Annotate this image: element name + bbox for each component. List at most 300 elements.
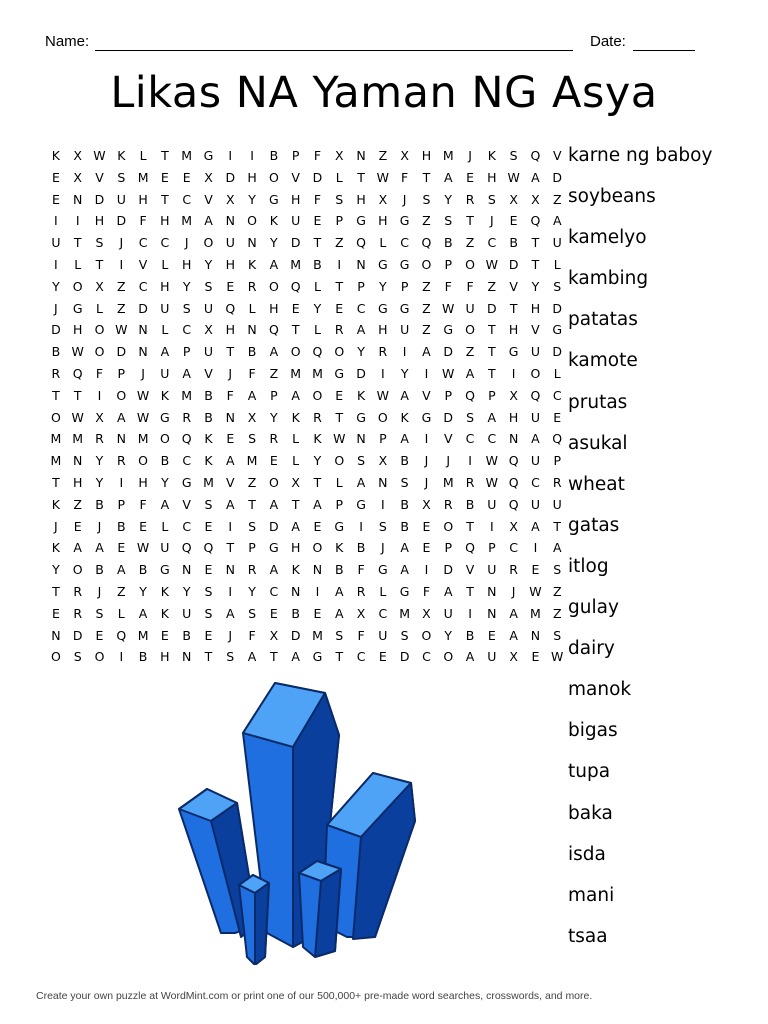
grid-letter: P bbox=[444, 387, 453, 403]
grid-letter: E bbox=[117, 540, 126, 556]
grid-row bbox=[45, 472, 568, 494]
grid-letter: V bbox=[531, 322, 540, 338]
grid-letter: B bbox=[509, 235, 518, 251]
grid-letter: D bbox=[552, 169, 563, 185]
grid-letter: G bbox=[399, 300, 410, 316]
grid-letter: E bbox=[313, 518, 322, 534]
grid-letter: V bbox=[552, 148, 562, 163]
grid-letter: S bbox=[553, 278, 562, 294]
grid-letter: F bbox=[357, 627, 365, 643]
grid-letter: A bbox=[225, 453, 235, 469]
grid-letter: K bbox=[51, 148, 60, 163]
grid-letter: E bbox=[95, 627, 104, 643]
grid-letter: B bbox=[291, 605, 300, 621]
grid-letter: J bbox=[446, 453, 451, 469]
grid-letter: H bbox=[508, 322, 519, 338]
word-list-item: itlog bbox=[568, 555, 609, 577]
grid-letter: A bbox=[117, 562, 126, 578]
grid-letter: B bbox=[182, 627, 191, 643]
grid-letter: U bbox=[443, 605, 453, 621]
grid-letter: R bbox=[182, 409, 192, 425]
word-list-item: karne ng baboy bbox=[568, 145, 713, 166]
grid-letter: Y bbox=[313, 453, 322, 469]
grid-letter: G bbox=[399, 583, 410, 599]
grid-letter: E bbox=[335, 300, 344, 316]
grid-letter: H bbox=[94, 213, 105, 229]
grid-letter: O bbox=[50, 409, 61, 425]
grid-letter: L bbox=[74, 256, 82, 272]
grid-letter: S bbox=[117, 169, 126, 185]
grid-letter: H bbox=[421, 148, 432, 163]
grid-letter: Q bbox=[508, 474, 519, 490]
grid-letter: X bbox=[204, 322, 213, 338]
grid-letter: R bbox=[356, 583, 366, 599]
grid-letter: U bbox=[182, 605, 192, 621]
grid-letter: Z bbox=[465, 235, 475, 251]
grid-letter: O bbox=[203, 235, 214, 251]
grid-letter: Q bbox=[356, 235, 366, 251]
grid-letter: Z bbox=[552, 191, 562, 207]
grid-letter: H bbox=[290, 540, 301, 556]
grid-letter: B bbox=[95, 496, 104, 512]
grid-letter: P bbox=[444, 540, 453, 556]
grid-letter: S bbox=[226, 649, 235, 665]
grid-letter: M bbox=[50, 431, 62, 447]
grid-letter: U bbox=[160, 300, 170, 316]
grid-letter: T bbox=[204, 649, 213, 665]
grid-letter: J bbox=[424, 453, 429, 469]
grid-letter: G bbox=[356, 496, 366, 512]
grid-letter: N bbox=[73, 453, 83, 469]
grid-letter: H bbox=[269, 300, 279, 316]
grid-letter: C bbox=[160, 235, 170, 251]
grid-letter: O bbox=[421, 256, 432, 272]
grid-letter: H bbox=[72, 322, 83, 338]
grid-letter: O bbox=[138, 453, 148, 469]
grid-letter: W bbox=[376, 387, 390, 403]
grid-letter: W bbox=[376, 169, 390, 185]
grid-letter: X bbox=[356, 605, 366, 621]
grid-letter: U bbox=[530, 409, 540, 425]
grid-letter: D bbox=[312, 169, 323, 185]
word-list-item: mani bbox=[568, 884, 615, 906]
grid-letter: H bbox=[530, 300, 541, 316]
grid-letter: U bbox=[291, 213, 301, 229]
grid-letter: B bbox=[465, 496, 475, 512]
grid-letter: A bbox=[269, 562, 279, 578]
grid-letter: X bbox=[400, 148, 409, 163]
grid-letter: S bbox=[248, 605, 257, 621]
grid-letter: L bbox=[292, 431, 300, 447]
grid-letter: K bbox=[291, 409, 300, 425]
grid-letter: F bbox=[401, 169, 409, 185]
grid-row bbox=[45, 210, 568, 232]
grid-letter: N bbox=[508, 431, 519, 447]
grid-letter: Z bbox=[552, 583, 562, 599]
grid-letter: N bbox=[356, 256, 366, 272]
grid-letter: E bbox=[269, 605, 278, 621]
grid-letter: V bbox=[291, 169, 300, 185]
grid-letter: L bbox=[379, 235, 387, 251]
grid-letter: U bbox=[400, 322, 410, 338]
grid-letter: X bbox=[509, 387, 518, 403]
grid-letter: T bbox=[313, 474, 322, 490]
grid-letter: Z bbox=[422, 213, 431, 229]
grid-letter: B bbox=[204, 387, 213, 403]
grid-letter: L bbox=[161, 256, 169, 272]
grid-letter: I bbox=[119, 649, 124, 665]
grid-letter: A bbox=[509, 605, 518, 621]
grid-letter: T bbox=[226, 344, 235, 360]
grid-row bbox=[45, 516, 568, 538]
word-list-item: isda bbox=[568, 843, 606, 865]
grid-letter: M bbox=[181, 387, 193, 403]
grid-letter: N bbox=[138, 322, 148, 338]
grid-letter: E bbox=[204, 518, 213, 534]
grid-letter: A bbox=[422, 344, 431, 360]
grid-letter: Q bbox=[116, 627, 127, 643]
grid-letter: B bbox=[138, 649, 148, 665]
word-list-item: dairy bbox=[568, 638, 615, 660]
grid-letter: A bbox=[552, 540, 562, 556]
grid-letter: A bbox=[269, 256, 279, 272]
grid-letter: T bbox=[335, 649, 344, 665]
grid-letter: C bbox=[269, 583, 279, 599]
grid-letter: U bbox=[530, 453, 540, 469]
grid-letter: O bbox=[50, 649, 61, 665]
grid-letter: H bbox=[181, 256, 192, 272]
grid-letter: Q bbox=[465, 540, 475, 556]
grid-letter: I bbox=[337, 256, 342, 272]
grid-letter: W bbox=[136, 409, 150, 425]
grid-letter: C bbox=[422, 649, 431, 665]
grid-letter: M bbox=[137, 431, 149, 447]
grid-letter: O bbox=[443, 649, 454, 665]
grid-letter: G bbox=[356, 409, 366, 425]
footer-text: Create your own puzzle at WordMint.com or print one of our 500,000+ pre-made word searches, crosswords, and more. bbox=[36, 990, 593, 1002]
grid-letter: S bbox=[248, 431, 257, 447]
grid-letter: I bbox=[359, 518, 363, 534]
grid-letter: T bbox=[488, 365, 496, 381]
grid-row bbox=[45, 385, 568, 407]
grid-letter: B bbox=[443, 235, 453, 251]
grid-letter: G bbox=[378, 300, 388, 316]
grid-letter: E bbox=[204, 627, 213, 643]
grid-letter: Z bbox=[269, 365, 279, 381]
grid-letter: R bbox=[73, 605, 83, 621]
grid-letter: D bbox=[552, 300, 563, 316]
grid-letter: N bbox=[356, 431, 366, 447]
grid-letter: L bbox=[96, 300, 103, 316]
grid-letter: Z bbox=[422, 278, 431, 294]
grid-letter: O bbox=[268, 278, 279, 294]
grid-letter: A bbox=[334, 605, 344, 621]
grid-letter: A bbox=[291, 649, 300, 665]
grid-letter: U bbox=[203, 344, 214, 360]
grid-letter: G bbox=[552, 322, 563, 338]
grid-letter: F bbox=[248, 627, 256, 643]
grid-letter: H bbox=[508, 409, 519, 425]
grid-letter: B bbox=[356, 540, 366, 556]
grid-letter: E bbox=[422, 518, 431, 534]
grid-letter: A bbox=[400, 431, 409, 447]
grid-letter: V bbox=[225, 474, 235, 490]
name-field[interactable] bbox=[95, 50, 573, 51]
grid-letter: T bbox=[226, 540, 235, 556]
grid-letter: Y bbox=[400, 365, 409, 381]
grid-letter: V bbox=[422, 387, 431, 403]
grid-letter: G bbox=[181, 474, 192, 490]
grid-letter: V bbox=[138, 256, 148, 272]
grid-letter: C bbox=[182, 453, 192, 469]
grid-letter: K bbox=[160, 387, 169, 403]
grid-letter: C bbox=[400, 235, 410, 251]
grid-letter: D bbox=[443, 344, 454, 360]
grid-letter: S bbox=[95, 605, 104, 621]
grid-letter: E bbox=[182, 169, 191, 185]
grid-letter: Q bbox=[181, 431, 192, 447]
grid-letter: T bbox=[95, 256, 104, 272]
grid-letter: E bbox=[73, 518, 82, 534]
grid-row bbox=[45, 646, 568, 668]
grid-letter: I bbox=[468, 605, 472, 621]
grid-letter: C bbox=[531, 474, 540, 490]
grid-letter: D bbox=[290, 235, 301, 251]
grid-letter: P bbox=[357, 278, 365, 294]
grid-letter: P bbox=[182, 344, 191, 360]
grid-letter: K bbox=[160, 605, 169, 621]
crystal-small-right bbox=[299, 861, 341, 957]
grid-letter: N bbox=[225, 409, 235, 425]
grid-letter: D bbox=[116, 344, 127, 360]
grid-letter: P bbox=[117, 365, 126, 381]
grid-letter: X bbox=[73, 169, 82, 185]
grid-letter: M bbox=[181, 148, 193, 163]
grid-letter: S bbox=[335, 191, 344, 207]
grid-letter: O bbox=[72, 278, 83, 294]
grid-letter: M bbox=[530, 605, 541, 621]
grid-letter: M bbox=[181, 213, 193, 229]
grid-letter: I bbox=[424, 431, 429, 447]
grid-letter: A bbox=[465, 365, 475, 381]
grid-letter: I bbox=[402, 344, 407, 360]
grid-letter: S bbox=[444, 213, 453, 229]
grid-letter: T bbox=[291, 496, 300, 512]
grid-letter: A bbox=[531, 518, 540, 534]
grid-letter: I bbox=[75, 213, 80, 229]
grid-letter: B bbox=[247, 344, 257, 360]
grid-letter: A bbox=[400, 540, 409, 556]
grid-letter: T bbox=[291, 322, 300, 338]
date-field[interactable] bbox=[633, 50, 695, 51]
grid-letter: O bbox=[290, 344, 301, 360]
grid-letter: T bbox=[73, 387, 82, 403]
word-list-item: wheat bbox=[568, 473, 625, 495]
grid-letter: O bbox=[443, 518, 454, 534]
grid-letter: I bbox=[54, 213, 58, 229]
grid-letter: E bbox=[313, 213, 322, 229]
grid-letter: L bbox=[292, 453, 300, 469]
name-label: Name: bbox=[45, 33, 90, 50]
grid-letter: D bbox=[51, 322, 61, 338]
grid-letter: I bbox=[228, 518, 233, 534]
grid-letter: E bbox=[509, 213, 518, 229]
grid-letter: H bbox=[247, 169, 257, 185]
grid-letter: Q bbox=[312, 344, 323, 360]
grid-letter: T bbox=[488, 322, 496, 338]
grid-letter: T bbox=[52, 583, 60, 599]
grid-letter: G bbox=[269, 540, 279, 556]
grid-letter: Q bbox=[530, 148, 541, 163]
grid-letter: S bbox=[204, 496, 213, 512]
grid-letter: A bbox=[73, 540, 82, 556]
grid-letter: L bbox=[139, 148, 147, 163]
grid-letter: T bbox=[509, 300, 518, 316]
grid-letter: R bbox=[552, 474, 562, 490]
grid-letter: Y bbox=[270, 235, 278, 251]
grid-letter: E bbox=[226, 278, 235, 294]
grid-letter: O bbox=[312, 540, 323, 556]
grid-letter: I bbox=[424, 562, 429, 578]
grid-letter: K bbox=[487, 148, 496, 163]
grid-letter: Y bbox=[248, 583, 256, 599]
grid-letter: A bbox=[356, 322, 366, 338]
grid-letter: G bbox=[203, 148, 214, 163]
grid-letter: B bbox=[117, 518, 126, 534]
grid-letter: Y bbox=[95, 453, 104, 469]
grid-letter: A bbox=[443, 583, 453, 599]
grid-letter: R bbox=[116, 453, 126, 469]
grid-letter: H bbox=[72, 474, 83, 490]
grid-letter: S bbox=[400, 474, 409, 490]
grid-letter: O bbox=[312, 387, 323, 403]
grid-letter: S bbox=[422, 191, 431, 207]
grid-letter: R bbox=[51, 365, 61, 381]
grid-letter: Q bbox=[508, 496, 519, 512]
grid-letter: O bbox=[334, 453, 345, 469]
grid-letter: R bbox=[313, 409, 322, 425]
grid-letter: N bbox=[312, 562, 323, 578]
word-list-item: soybeans bbox=[568, 186, 656, 208]
grid-letter: O bbox=[72, 562, 83, 578]
grid-letter: Y bbox=[248, 191, 256, 207]
grid-letter: N bbox=[290, 583, 301, 599]
grid-letter: D bbox=[552, 344, 563, 360]
grid-letter: K bbox=[51, 496, 60, 512]
grid-letter: M bbox=[72, 431, 84, 447]
grid-letter: J bbox=[424, 474, 429, 490]
grid-letter: P bbox=[488, 387, 496, 403]
grid-letter: F bbox=[466, 278, 474, 294]
word-list-item: prutas bbox=[568, 391, 628, 413]
grid-letter: A bbox=[225, 605, 235, 621]
grid-letter: A bbox=[160, 344, 170, 360]
grid-letter: V bbox=[204, 365, 213, 381]
grid-letter: X bbox=[204, 169, 213, 185]
grid-letter: Y bbox=[379, 278, 387, 294]
grid-letter: G bbox=[160, 409, 170, 425]
grid-letter: L bbox=[313, 278, 321, 294]
grid-letter: J bbox=[489, 213, 494, 229]
grid-letter: J bbox=[511, 583, 516, 599]
grid-letter: I bbox=[54, 256, 58, 272]
grid-letter: B bbox=[204, 409, 213, 425]
grid-letter: E bbox=[51, 169, 60, 185]
grid-letter: G bbox=[269, 191, 279, 207]
grid-letter: U bbox=[378, 627, 388, 643]
grid-letter: L bbox=[117, 605, 125, 621]
grid-letter: Y bbox=[313, 300, 322, 316]
grid-letter: F bbox=[422, 583, 431, 599]
grid-letter: A bbox=[465, 649, 475, 665]
grid-letter: O bbox=[334, 344, 345, 360]
grid-letter: S bbox=[553, 627, 562, 643]
grid-letter: J bbox=[97, 518, 102, 534]
grid-row bbox=[45, 319, 568, 341]
grid-letter: S bbox=[95, 235, 104, 251]
grid-row bbox=[45, 537, 568, 559]
grid-letter: D bbox=[290, 627, 301, 643]
grid-letter: A bbox=[182, 365, 191, 381]
grid-letter: E bbox=[553, 409, 562, 425]
grid-letter: S bbox=[400, 627, 409, 643]
grid-letter: B bbox=[138, 562, 148, 578]
grid-letter: R bbox=[73, 583, 83, 599]
grid-letter: H bbox=[160, 278, 170, 294]
grid-letter: I bbox=[533, 540, 538, 556]
grid-letter: P bbox=[117, 496, 126, 512]
grid-letter: D bbox=[94, 191, 105, 207]
grid-letter: Q bbox=[203, 540, 214, 556]
grid-letter: X bbox=[95, 278, 104, 294]
grid-letter: N bbox=[247, 322, 257, 338]
grid-letter: T bbox=[488, 344, 496, 360]
grid-letter: N bbox=[225, 562, 235, 578]
grid-letter: U bbox=[465, 300, 475, 316]
grid-letter: X bbox=[422, 496, 431, 512]
grid-letter: F bbox=[444, 278, 452, 294]
blue-crystals-icon bbox=[175, 675, 435, 965]
grid-letter: A bbox=[400, 562, 409, 578]
grid-letter: Z bbox=[247, 474, 257, 490]
grid-letter: C bbox=[138, 235, 148, 251]
grid-letter: D bbox=[269, 518, 279, 534]
grid-letter: P bbox=[400, 278, 409, 294]
grid-letter: Q bbox=[530, 213, 541, 229]
grid-letter: L bbox=[553, 365, 561, 381]
grid-letter: T bbox=[531, 235, 540, 251]
grid-letter: D bbox=[138, 300, 148, 316]
grid-letter: R bbox=[95, 431, 104, 447]
grid-letter: X bbox=[509, 649, 518, 665]
grid-letter: F bbox=[95, 365, 104, 381]
grid-letter: X bbox=[291, 474, 300, 490]
grid-letter: A bbox=[269, 344, 279, 360]
grid-letter: M bbox=[50, 453, 62, 469]
grid-letter: Z bbox=[422, 322, 431, 338]
grid-letter: E bbox=[487, 627, 496, 643]
grid-row bbox=[45, 189, 568, 211]
grid-letter: S bbox=[248, 518, 257, 534]
grid-letter: H bbox=[356, 191, 366, 207]
grid-letter: U bbox=[530, 344, 540, 360]
grid-letter: N bbox=[487, 605, 497, 621]
grid-letter: G bbox=[378, 256, 388, 272]
grid-letter: X bbox=[509, 191, 518, 207]
grid-letter: A bbox=[356, 474, 366, 490]
grid-letter: A bbox=[552, 213, 562, 229]
grid-letter: D bbox=[225, 169, 236, 185]
